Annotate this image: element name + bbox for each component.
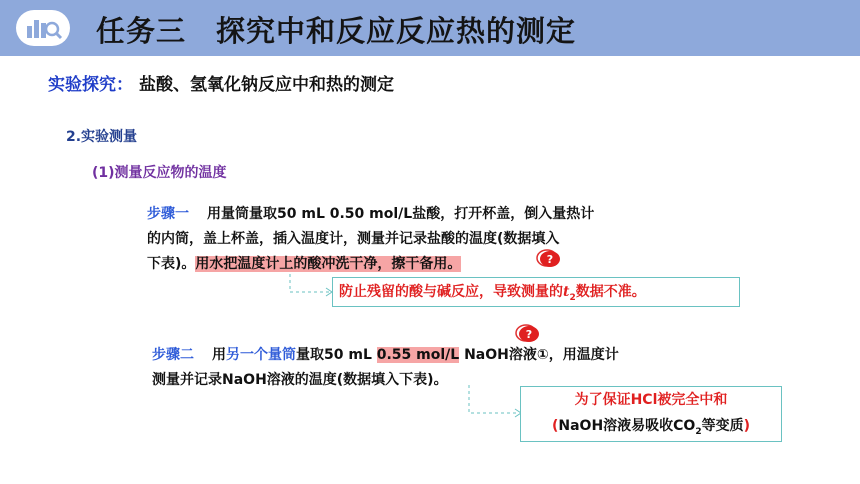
- step-two-text-a: 用: [212, 347, 226, 363]
- step-one-line-1: [147, 202, 594, 227]
- step-two-text-e: NaOH溶液①，用温度计: [459, 347, 619, 363]
- note-two-tail: 等变质: [701, 418, 744, 434]
- question-bubble-icon[interactable]: [533, 247, 563, 271]
- chart-magnifier-icon: [16, 10, 70, 46]
- svg-text:?: ?: [546, 253, 554, 266]
- step-one-connector: [286, 274, 336, 298]
- note-two-paren-open: (: [551, 418, 559, 434]
- step-two-connector: [465, 385, 525, 421]
- step-two-label: 步骤二: [152, 347, 194, 363]
- step-one-line-2: 的内筒，盖上杯盖，插入温度计，测量并记录盐酸的温度(数据填入: [147, 231, 560, 247]
- note-one-sub: 2: [569, 292, 576, 303]
- another-cylinder-text: 另一个量筒: [226, 347, 296, 363]
- subtitle-label: 实验探究：: [48, 75, 133, 95]
- rinse-highlight: 用水把温度计上的酸冲洗干净，擦干备用。: [195, 256, 462, 272]
- note-one-text: 防止残留的酸与碱反应，导致测量的: [339, 284, 563, 300]
- note-two-sub: 2: [695, 426, 702, 437]
- note-one-tail: 数据不准。: [575, 284, 646, 300]
- step-one-line-3: [147, 252, 594, 277]
- step-one-label: 步骤一: [147, 206, 189, 222]
- step-one-line-3-text: 下表)。: [147, 256, 196, 272]
- experiment-subtitle: [48, 70, 394, 95]
- page-title: 任务三 探究中和反应反应热的测定: [96, 14, 577, 48]
- subsection-heading: (1)测量反应物的温度: [92, 165, 227, 181]
- note-two-paren-close: ): [743, 418, 751, 434]
- svg-text:?: ?: [525, 328, 533, 341]
- step-two-line-1: [152, 343, 619, 368]
- concentration-highlight: 0.55 mol/L: [376, 347, 460, 363]
- note-two-line-1: 为了保证HCl被完全中和: [574, 392, 728, 408]
- step-two-text-c: 量取50 mL: [296, 347, 377, 363]
- note-one-var: t: [563, 284, 570, 300]
- step-one-text: [147, 202, 594, 277]
- step-two-line-2: 测量并记录NaOH溶液的温度(数据填入下表)。: [152, 372, 448, 388]
- step-one-note: [332, 277, 740, 307]
- note-two-text: NaOH溶液易吸收CO: [558, 418, 696, 434]
- note-two-line-2: [521, 413, 781, 445]
- step-one-line-1-text: 用量筒量取50 mL 0.50 mol/L盐酸，打开杯盖，倒入量热计: [207, 206, 595, 222]
- section-heading: 2.实验测量: [66, 129, 138, 145]
- step-two-note: [520, 386, 782, 442]
- header-bar: [0, 0, 860, 56]
- subtitle-text: 盐酸、氢氧化钠反应中和热的测定: [139, 75, 394, 95]
